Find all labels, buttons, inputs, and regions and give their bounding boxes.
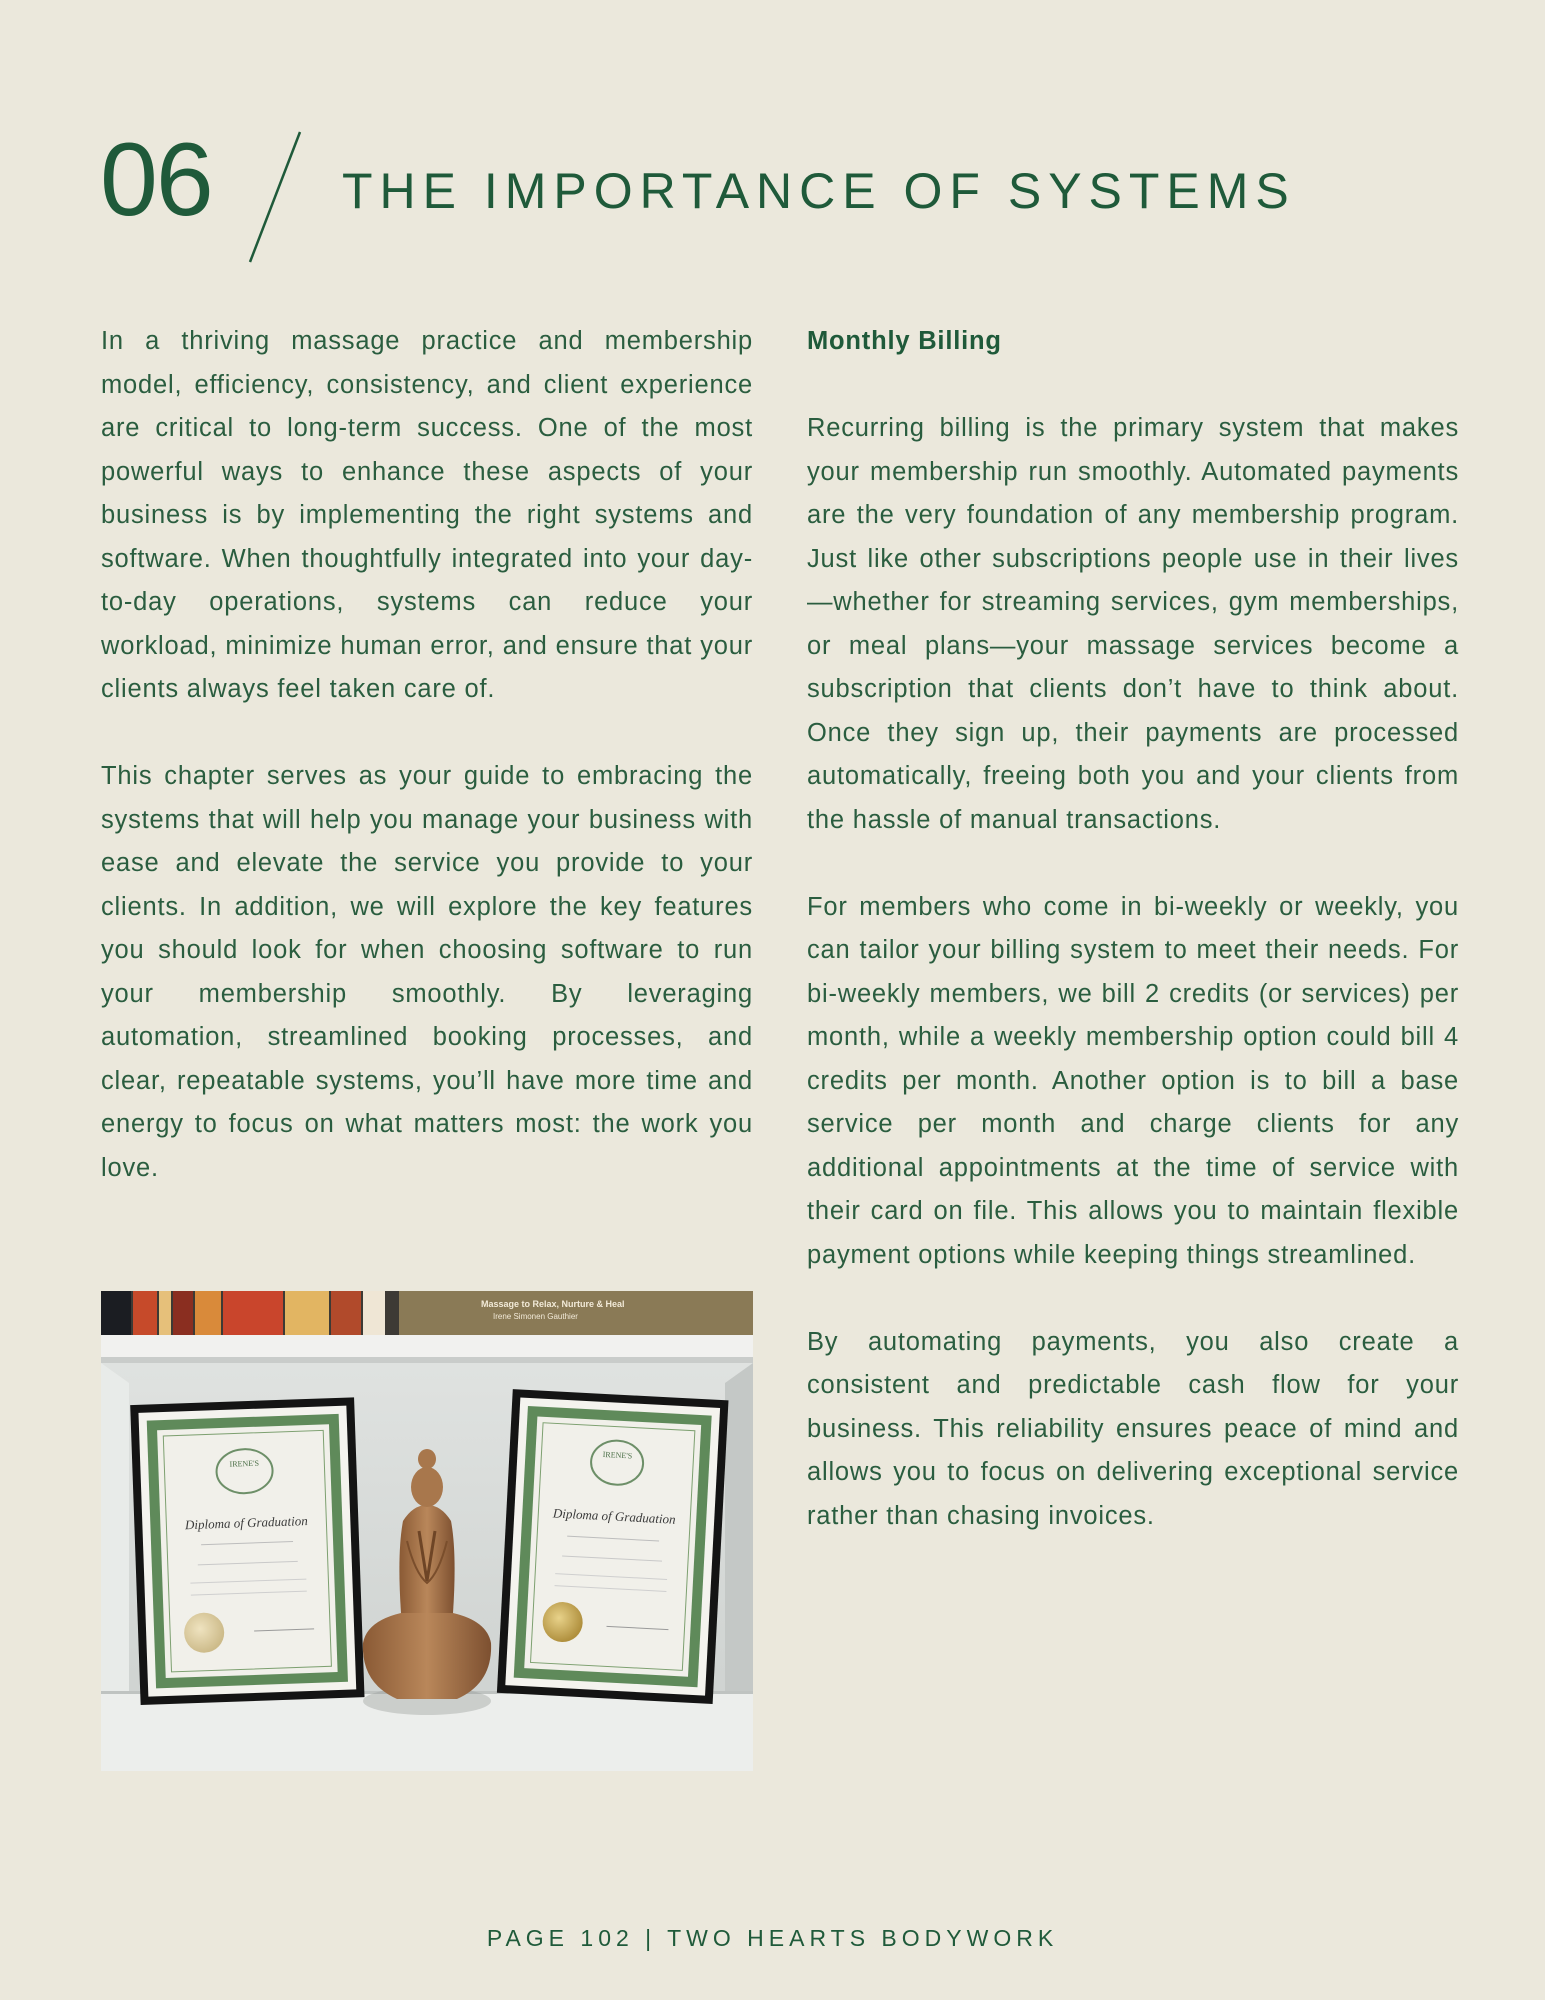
certificate-title-right: Diploma of Graduation [552,1505,676,1527]
billing-paragraph-3: By automating payments, you also create a consistent and predictable cash flow for your business. This reliability ensures peace of mind and allows you to focus on delivering exceptional service rather than chasing invoices. [807,1327,1459,1530]
billing-paragraph-2: For members who come in bi-weekly or weekly, you can tailor your billing system to meet their needs. For bi-weekly members, we bill 2 credits (or services) per month, while a weekly membership option could bill 4 credits per month. Another option is to bill a base service per month and charge clients for any additional appointments at the time of service with their card on file. This allows you to maintain flexible payment options while keeping things streamlined. [807,892,1459,1269]
page-footer: PAGE 102 | TWO HEARTS BODYWORK [486,1925,1059,1951]
chapter-title: THE IMPORTANCE OF SYSTEMS [342,163,1296,219]
left-column [101,320,753,1190]
certificate-logo-right: IRENE'S [602,1449,633,1461]
certificate-title-left: Diploma of Graduation [184,1513,308,1533]
shelf-photo-illustration [101,1291,753,1771]
book-spine-title: Massage to Relax, Nurture & Heal [481,1299,625,1309]
title-slash-divider [244,128,304,268]
billing-paragraph-1: Recurring billing is the primary system that makes your membership run smoothly. Automated payments are the very foundation of any membership program. Just like other subscriptions people use in their lives—whether for streaming services, gym memberships, or meal plans—your massage services become a subscription that clients don’t have to think about. Once they sign up, their payments are processed automatically, freeing both you and your clients from the hassle of manual transactions. [807,414,1459,834]
book-spine-author: Irene Simonen Gauthier [493,1312,578,1321]
intro-paragraph-1: In a thriving massage practice and membership model, efficiency, consistency, and client experience are critical to long-term success. One of the most powerful ways to enhance these aspects of your business is by implementing the right systems and software. When thoughtfully integrated into your day-to-day operations, systems can reduce your workload, minimize human error, and ensure that your clients always feel taken care of. [101,327,753,703]
intro-paragraph-2: This chapter serves as your guide to embracing the systems that will help you manage your business with ease and elevate the service you provide to your clients. In addition, we will explore the key features you should look for when choosing software to run your membership smoothly. By leveraging automation, streamlined booking processes, and clear, repeatable systems, you’ll have more time and energy to focus on what matters most: the work you love. [101,762,753,1182]
section-heading: Monthly Billing [807,327,1002,355]
right-column [807,320,1459,1538]
certificate-logo-left: IRENE'S [229,1458,260,1469]
shelf-photo [101,1291,753,1771]
chapter-number: 06 [100,122,212,238]
